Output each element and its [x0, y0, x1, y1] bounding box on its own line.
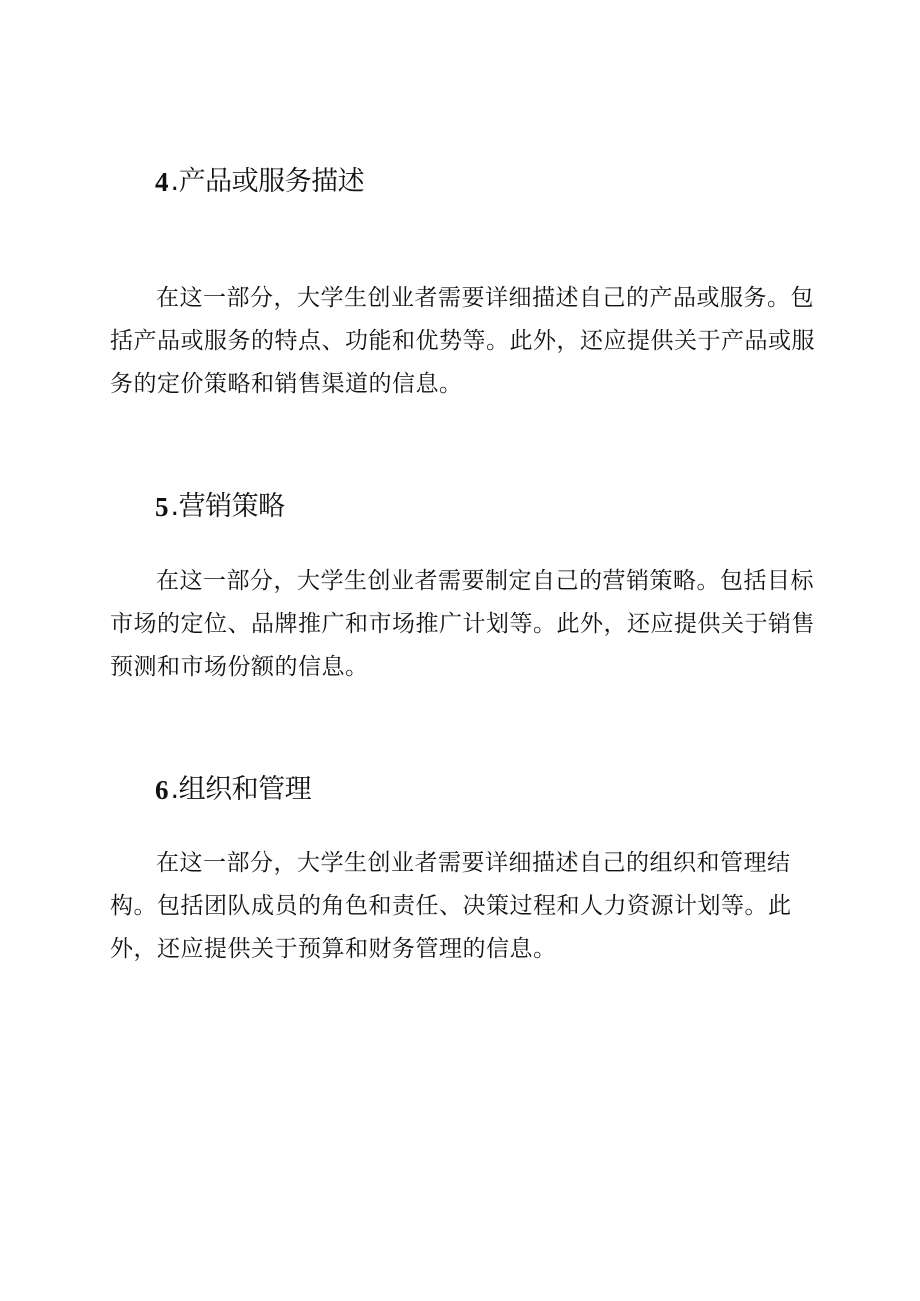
section-number: 5 [155, 492, 169, 522]
section-heading-6 [155, 768, 311, 812]
section-paragraph-6: 在这一部分，大学生创业者需要详细描述自己的组织和管理结构。包括团队成员的角色和责任、决策过程和人力资源计划等。此外，还应提供关于预算和财务管理的信息。 [110, 850, 792, 962]
section-number: 6 [155, 775, 169, 805]
section-heading-5 [155, 485, 285, 529]
section-title: .营销策略 [170, 491, 285, 522]
section-title: .组织和管理 [170, 774, 312, 805]
section-title: .产品或服务描述 [170, 166, 365, 197]
section-number: 4 [155, 167, 169, 197]
section-paragraph-4: 在这一部分，大学生创业者需要详细描述自己的产品或服务。包括产品或服务的特点、功能和优势等。此外，还应提供关于产品或服务的定价策略和销售渠道的信息。 [110, 285, 815, 397]
section-paragraph-5: 在这一部分，大学生创业者需要制定自己的营销策略。包括目标市场的定位、品牌推广和市场推广计划等。此外，还应提供关于销售预测和市场份额的信息。 [110, 568, 815, 680]
section-heading-4 [155, 160, 364, 204]
